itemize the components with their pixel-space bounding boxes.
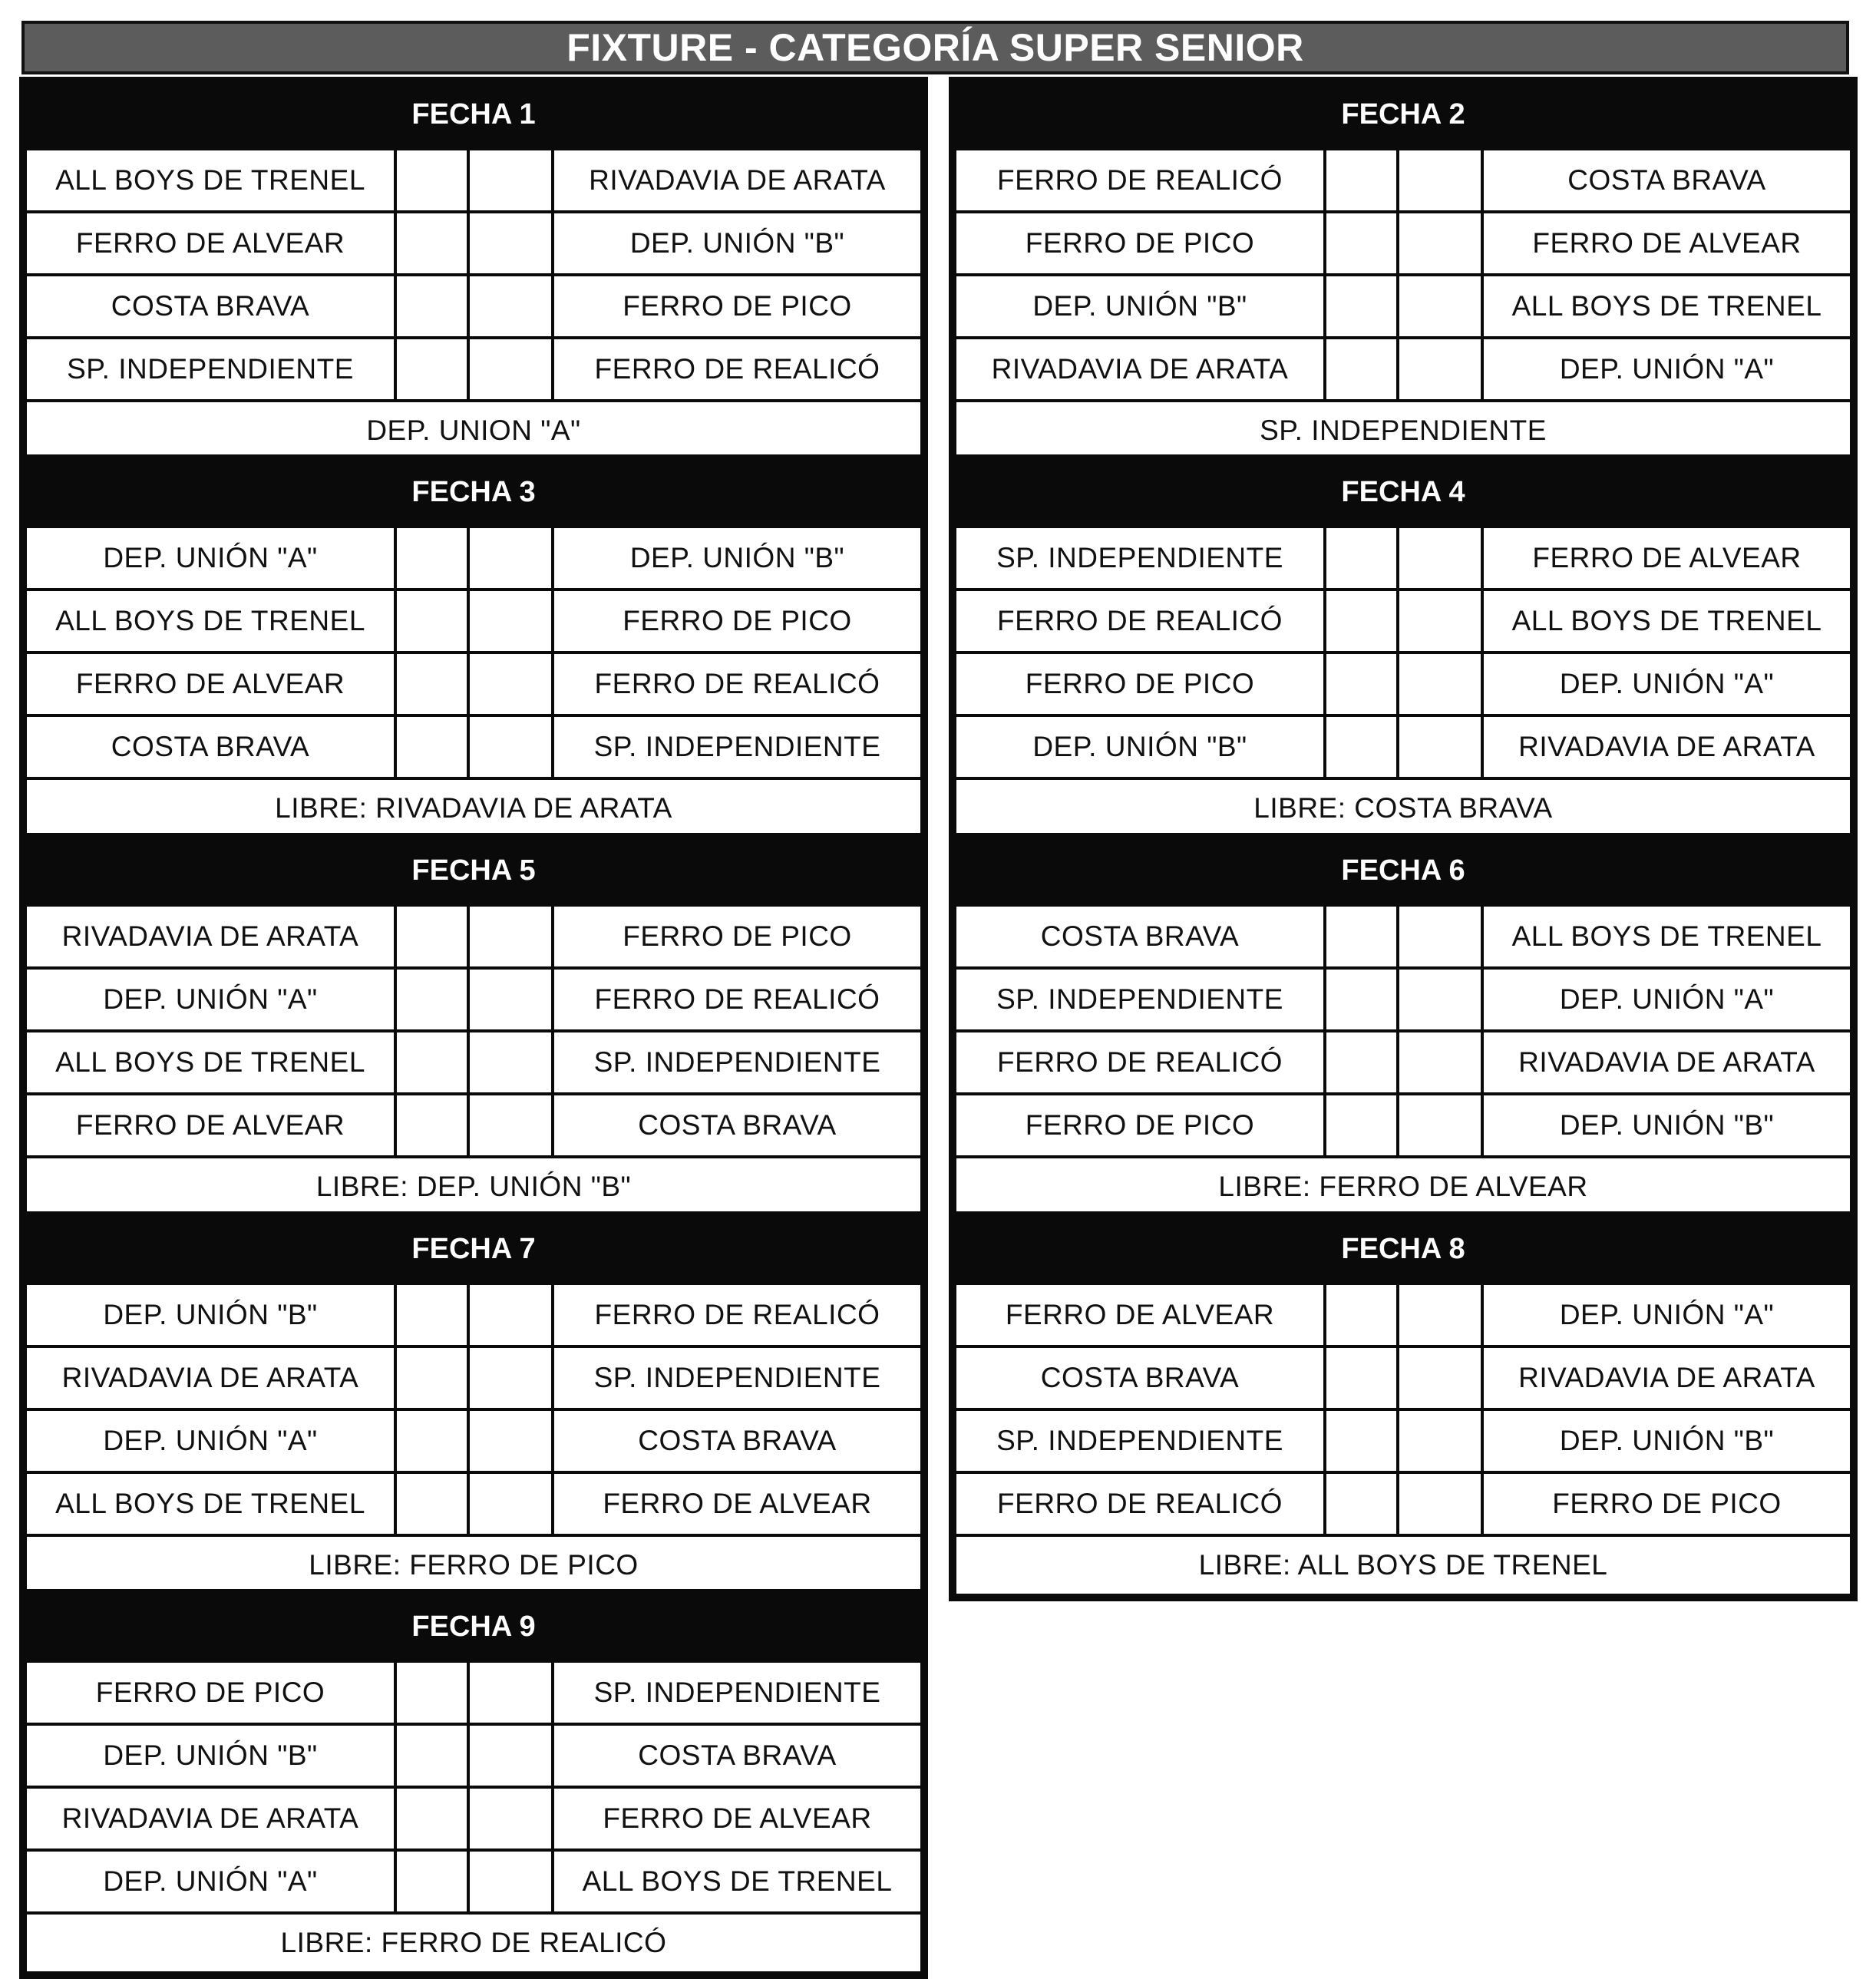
home-score-cell: [397, 1663, 470, 1723]
away-score-cell: [470, 591, 554, 651]
libre-row: LIBRE: COSTA BRAVA: [956, 777, 1850, 837]
home-score-cell: [1326, 717, 1399, 777]
home-score-cell: [1326, 654, 1399, 714]
home-score-cell: [397, 970, 470, 1029]
home-score-cell: [397, 1411, 470, 1471]
home-score-cell: [397, 1348, 470, 1408]
home-score-cell: [397, 1285, 470, 1345]
match-row: [956, 651, 1850, 714]
home-score-cell: [1326, 907, 1399, 966]
home-score-cell: [397, 907, 470, 966]
match-row: [27, 904, 920, 966]
away-score-cell: [1399, 654, 1484, 714]
match-row: [27, 1660, 920, 1723]
libre-row: LIBRE: DEP. UNIÓN "B": [27, 1155, 920, 1215]
away-team: COSTA BRAVA: [638, 1425, 837, 1456]
away-team: DEP. UNIÓN "A": [1559, 668, 1775, 699]
libre-row: LIBRE: RIVADAVIA DE ARATA: [27, 777, 920, 837]
home-score-cell: [397, 528, 470, 588]
away-score-cell: [1399, 1348, 1484, 1408]
away-score-cell: [1399, 1285, 1484, 1345]
home-team: RIVADAVIA DE ARATA: [956, 339, 1326, 399]
away-score-cell: [470, 1726, 554, 1786]
home-score-cell: [1326, 1411, 1399, 1471]
home-team: DEP. UNIÓN "B": [956, 717, 1326, 777]
home-score-cell: [397, 1032, 470, 1092]
away-team: FERRO DE ALVEAR: [603, 1802, 872, 1834]
libre-row: LIBRE: FERRO DE ALVEAR: [956, 1155, 1850, 1215]
away-team: FERRO DE REALICÓ: [594, 1299, 880, 1330]
away-score-cell: [1399, 591, 1484, 651]
away-team: FERRO DE REALICÓ: [594, 353, 880, 385]
home-score-cell: [1326, 970, 1399, 1029]
libre-row: SP. INDEPENDIENTE: [956, 399, 1850, 459]
away-score-cell: [470, 717, 554, 777]
home-team: FERRO DE PICO: [956, 1095, 1326, 1155]
home-score-cell: [1326, 528, 1399, 588]
home-team: FERRO DE PICO: [27, 1663, 397, 1723]
fecha-title: FECHA 1: [27, 84, 920, 147]
home-team: RIVADAVIA DE ARATA: [27, 1789, 397, 1848]
fecha-block: [19, 833, 928, 1223]
away-score-cell: [1399, 1095, 1484, 1155]
home-team: COSTA BRAVA: [956, 907, 1326, 966]
home-team: FERRO DE REALICÓ: [956, 150, 1326, 210]
home-team: COSTA BRAVA: [27, 276, 397, 336]
fecha-block: [949, 77, 1858, 467]
page-title: FIXTURE - CATEGORÍA SUPER SENIOR: [21, 21, 1849, 74]
home-team: FERRO DE REALICÓ: [956, 591, 1326, 651]
home-team: FERRO DE PICO: [956, 213, 1326, 273]
home-score-cell: [397, 717, 470, 777]
away-score-cell: [1399, 1411, 1484, 1471]
away-team: FERRO DE ALVEAR: [1532, 227, 1802, 259]
home-score-cell: [397, 1789, 470, 1848]
home-score-cell: [397, 150, 470, 210]
away-score-cell: [1399, 717, 1484, 777]
match-row: [956, 336, 1850, 399]
home-score-cell: [1326, 1095, 1399, 1155]
away-team: DEP. UNIÓN "A": [1559, 983, 1775, 1015]
home-score-cell: [397, 213, 470, 273]
away-team: FERRO DE REALICÓ: [594, 983, 880, 1015]
away-score-cell: [470, 1789, 554, 1848]
away-score-cell: [470, 150, 554, 210]
away-score-cell: [470, 1285, 554, 1345]
match-row: [956, 210, 1850, 273]
home-team: SP. INDEPENDIENTE: [27, 339, 397, 399]
away-team: FERRO DE PICO: [623, 290, 852, 322]
home-team: FERRO DE ALVEAR: [956, 1285, 1326, 1345]
fecha-block: [19, 1211, 928, 1601]
match-row: [27, 1408, 920, 1471]
home-team: FERRO DE ALVEAR: [27, 654, 397, 714]
away-team: ALL BOYS DE TRENEL: [1511, 605, 1822, 636]
match-row: [956, 147, 1850, 210]
home-score-cell: [1326, 1032, 1399, 1092]
home-score-cell: [397, 1852, 470, 1911]
fecha-block: [19, 454, 928, 844]
match-row: [956, 1408, 1850, 1471]
home-team: FERRO DE ALVEAR: [27, 213, 397, 273]
away-score-cell: [470, 1411, 554, 1471]
match-row: [27, 210, 920, 273]
away-score-cell: [470, 654, 554, 714]
match-row: [27, 714, 920, 777]
away-score-cell: [1399, 150, 1484, 210]
libre-row: LIBRE: FERRO DE REALICÓ: [27, 1911, 920, 1971]
match-row: [27, 1092, 920, 1155]
away-team: RIVADAVIA DE ARATA: [1518, 1046, 1815, 1078]
home-team: RIVADAVIA DE ARATA: [27, 907, 397, 966]
match-row: [27, 1723, 920, 1786]
libre-row: LIBRE: ALL BOYS DE TRENEL: [956, 1534, 1850, 1594]
home-team: ALL BOYS DE TRENEL: [27, 591, 397, 651]
libre-row: DEP. UNION "A": [27, 399, 920, 459]
home-score-cell: [1326, 1474, 1399, 1534]
away-score-cell: [470, 276, 554, 336]
match-row: [27, 336, 920, 399]
home-team: FERRO DE ALVEAR: [27, 1095, 397, 1155]
home-team: DEP. UNIÓN "B": [27, 1285, 397, 1345]
home-score-cell: [1326, 150, 1399, 210]
away-team: COSTA BRAVA: [638, 1109, 837, 1141]
match-row: [956, 525, 1850, 588]
fecha-title: FECHA 6: [956, 841, 1850, 904]
away-team: COSTA BRAVA: [638, 1739, 837, 1771]
fecha-title: FECHA 4: [956, 462, 1850, 525]
away-team: DEP. UNIÓN "B": [1559, 1425, 1775, 1456]
match-row: [956, 1029, 1850, 1092]
fecha-block: [949, 454, 1858, 844]
match-row: [27, 1471, 920, 1534]
away-team: COSTA BRAVA: [1567, 164, 1766, 196]
home-team: DEP. UNIÓN "B": [956, 276, 1326, 336]
fecha-title: FECHA 3: [27, 462, 920, 525]
away-team: RIVADAVIA DE ARATA: [1518, 731, 1815, 762]
away-score-cell: [470, 1348, 554, 1408]
match-row: [956, 588, 1850, 651]
fecha-title: FECHA 8: [956, 1219, 1850, 1282]
match-row: [27, 147, 920, 210]
away-score-cell: [1399, 1474, 1484, 1534]
away-score-cell: [1399, 213, 1484, 273]
home-score-cell: [397, 1095, 470, 1155]
home-score-cell: [397, 654, 470, 714]
away-team: SP. INDEPENDIENTE: [593, 1362, 881, 1393]
match-row: [956, 1282, 1850, 1345]
away-team: FERRO DE ALVEAR: [603, 1488, 872, 1519]
match-row: [27, 525, 920, 588]
home-team: COSTA BRAVA: [27, 717, 397, 777]
match-row: [956, 1471, 1850, 1534]
away-score-cell: [470, 970, 554, 1029]
home-team: FERRO DE REALICÓ: [956, 1474, 1326, 1534]
home-score-cell: [397, 276, 470, 336]
fecha-block: [949, 1211, 1858, 1601]
home-team: DEP. UNIÓN "A": [27, 1852, 397, 1911]
away-team: RIVADAVIA DE ARATA: [589, 164, 886, 196]
away-score-cell: [470, 1032, 554, 1092]
home-team: DEP. UNIÓN "A": [27, 970, 397, 1029]
home-team: FERRO DE PICO: [956, 654, 1326, 714]
away-score-cell: [1399, 970, 1484, 1029]
away-team: SP. INDEPENDIENTE: [593, 731, 881, 762]
home-score-cell: [1326, 276, 1399, 336]
match-row: [956, 1092, 1850, 1155]
match-row: [956, 1345, 1850, 1408]
home-score-cell: [1326, 591, 1399, 651]
match-row: [27, 1282, 920, 1345]
away-team: FERRO DE REALICÓ: [594, 668, 880, 699]
match-row: [27, 1786, 920, 1848]
match-row: [27, 588, 920, 651]
away-score-cell: [470, 213, 554, 273]
away-score-cell: [470, 1852, 554, 1911]
home-team: DEP. UNIÓN "B": [27, 1726, 397, 1786]
away-score-cell: [470, 1095, 554, 1155]
away-score-cell: [470, 1663, 554, 1723]
match-row: [27, 1345, 920, 1408]
away-score-cell: [470, 528, 554, 588]
away-team: ALL BOYS DE TRENEL: [1511, 920, 1822, 952]
home-score-cell: [1326, 339, 1399, 399]
away-team: FERRO DE PICO: [623, 605, 852, 636]
fecha-title: FECHA 7: [27, 1219, 920, 1282]
home-team: SP. INDEPENDIENTE: [956, 1411, 1326, 1471]
home-team: ALL BOYS DE TRENEL: [27, 1474, 397, 1534]
away-score-cell: [1399, 1032, 1484, 1092]
away-team: DEP. UNIÓN "B": [629, 542, 845, 573]
away-score-cell: [1399, 276, 1484, 336]
home-score-cell: [397, 1726, 470, 1786]
away-team: SP. INDEPENDIENTE: [593, 1677, 881, 1708]
match-row: [27, 273, 920, 336]
away-team: SP. INDEPENDIENTE: [593, 1046, 881, 1078]
match-row: [956, 966, 1850, 1029]
libre-row: LIBRE: FERRO DE PICO: [27, 1534, 920, 1594]
away-team: FERRO DE ALVEAR: [1532, 542, 1802, 573]
fecha-block: [949, 833, 1858, 1223]
match-row: [27, 966, 920, 1029]
home-team: ALL BOYS DE TRENEL: [27, 1032, 397, 1092]
home-score-cell: [397, 339, 470, 399]
away-score-cell: [1399, 907, 1484, 966]
away-team: ALL BOYS DE TRENEL: [1511, 290, 1822, 322]
home-team: SP. INDEPENDIENTE: [956, 528, 1326, 588]
fecha-block: [19, 77, 928, 467]
away-score-cell: [470, 339, 554, 399]
fecha-title: FECHA 9: [27, 1597, 920, 1660]
away-team: ALL BOYS DE TRENEL: [582, 1865, 893, 1897]
match-row: [956, 273, 1850, 336]
home-score-cell: [397, 591, 470, 651]
home-score-cell: [1326, 213, 1399, 273]
home-score-cell: [1326, 1285, 1399, 1345]
match-row: [27, 1848, 920, 1911]
away-team: DEP. UNIÓN "A": [1559, 353, 1775, 385]
home-team: RIVADAVIA DE ARATA: [27, 1348, 397, 1408]
home-team: COSTA BRAVA: [956, 1348, 1326, 1408]
home-score-cell: [397, 1474, 470, 1534]
fecha-title: FECHA 5: [27, 841, 920, 904]
away-score-cell: [1399, 528, 1484, 588]
match-row: [27, 1029, 920, 1092]
match-row: [956, 714, 1850, 777]
away-team: FERRO DE PICO: [623, 920, 852, 952]
home-team: ALL BOYS DE TRENEL: [27, 150, 397, 210]
away-team: DEP. UNIÓN "A": [1559, 1299, 1775, 1330]
match-row: [956, 904, 1850, 966]
match-row: [27, 651, 920, 714]
away-team: DEP. UNIÓN "B": [1559, 1109, 1775, 1141]
home-team: DEP. UNIÓN "A": [27, 528, 397, 588]
away-team: FERRO DE PICO: [1552, 1488, 1782, 1519]
away-score-cell: [470, 1474, 554, 1534]
home-team: FERRO DE REALICÓ: [956, 1032, 1326, 1092]
fecha-title: FECHA 2: [956, 84, 1850, 147]
home-score-cell: [1326, 1348, 1399, 1408]
away-team: RIVADAVIA DE ARATA: [1518, 1362, 1815, 1393]
home-team: SP. INDEPENDIENTE: [956, 970, 1326, 1029]
away-score-cell: [470, 907, 554, 966]
away-score-cell: [1399, 339, 1484, 399]
away-team: DEP. UNIÓN "B": [629, 227, 845, 259]
home-team: DEP. UNIÓN "A": [27, 1411, 397, 1471]
fecha-block: [19, 1589, 928, 1979]
